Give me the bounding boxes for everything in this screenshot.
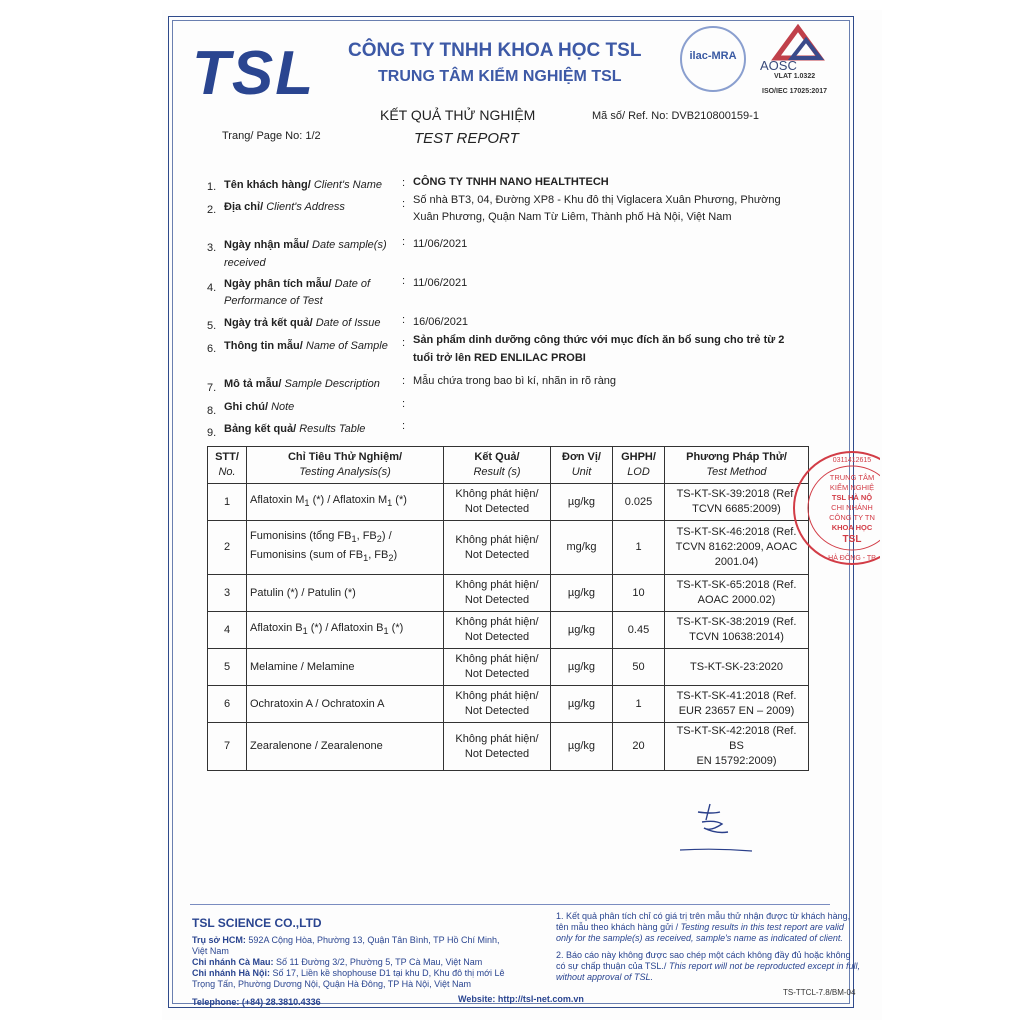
ilac-mra-logo: ilac-MRA <box>680 26 746 92</box>
svg-text:TSL: TSL <box>842 534 862 545</box>
header-analysis: Chỉ Tiêu Thử Nghiệm/ Testing Analysis(s) <box>247 447 444 484</box>
svg-text:KHOA HỌC: KHOA HỌC <box>831 523 873 532</box>
table-row: 7 Zearalenone / Zearalenone Không phát hiện/ Not Detected µg/kg 20 TS-KT-SK-42:2018 (Ref. BS EN 15792:2009) <box>208 723 809 771</box>
reference-number: Mã số/ Ref. No: DVB210800159-1 <box>592 110 759 122</box>
page-number: Trang/ Page No: 1/2 <box>222 130 321 142</box>
footer-hanoi: Chi nhánh Hà Nội: Số 17, Liền kề shophouse D1 tại khu D, Khu đô thị mới Lê <box>192 968 505 978</box>
table-row: 4 Aflatoxin $B_1$ (*) / Aflatoxin $B_1$ (*) Không phát hiện/ Not Detected µg/kg 0.45 TS-KT-SK-38:2019 (Ref. TCVN 10638:2014) <box>208 612 809 649</box>
footer-phone: Telephone: (+84) 28.3810.4336 <box>192 997 321 1007</box>
svg-text:0311412615: 0311412615 <box>832 457 872 464</box>
header-lod: GHPH/ LOD <box>613 447 665 484</box>
svg-text:TRUNG TÂM: TRUNG TÂM <box>829 473 875 482</box>
aosc-logo-icon <box>762 24 832 62</box>
signature <box>676 798 756 858</box>
svg-text:CHI NHÁNH: CHI NHÁNH <box>831 503 873 512</box>
red-seal-stamp <box>790 450 880 566</box>
company-name: CÔNG TY TNHH KHOA HỌC TSL <box>348 40 642 61</box>
tsl-logo: TSL <box>192 39 316 108</box>
table-row: 6 Ochratoxin A / Ochratoxin A Không phát hiện/ Not Detected µg/kg 1 TS-KT-SK-41:2018 (Ref. EUR 23657 EN – 2009) <box>208 686 809 723</box>
footer-company: TSL SCIENCE CO.,LTD <box>192 916 322 930</box>
table-row: 5 Melamine / Melamine Không phát hiện/ Not Detected µg/kg 50 TS-KT-SK-23:2020 <box>208 649 809 686</box>
header-result: Kết Quả/ Result (s) <box>444 447 551 484</box>
svg-text:KIỂM NGHIỆ: KIỂM NGHIỆ <box>829 483 875 492</box>
footer-hanoi-address: Trọng Tấn, Phường Dương Nội, Quận Hà Đông, TP Hà Nội, Việt Nam <box>192 979 471 989</box>
header-method: Phương Pháp Thử/ Test Method <box>665 447 809 484</box>
footer-note-1: 1. Kết quả phân tích chỉ có giá trị trên mẫu thử nhận được từ khách hàng, tên mẫu theo khách hàng gửi / Testing results in this test report are valid only for the sample(s) as received, sample's name as indicated of client. <box>556 911 851 943</box>
table-row: 2 Fumonisins (tổng $FB_1$, $FB_2$) / Fumonisins (sum of $FB_1$, $FB_2$) Không phát hiện/ Not Detected mg/kg 1 TS-KT-SK-46:2018 (Ref. TCVN 8162:2009, AOAC 2001.04) <box>208 521 809 575</box>
footer-hq-country: Việt Nam <box>192 946 229 956</box>
report-title-vi: KẾT QUẢ THỬ NGHIỆM <box>380 107 536 123</box>
footer-divider <box>190 904 830 905</box>
vlat-code: VLAT 1.0322 <box>774 73 816 80</box>
header-unit: Đơn Vị/ Unit <box>551 447 613 484</box>
table-header-row <box>208 447 809 484</box>
aosc-text: AOSC <box>760 58 797 73</box>
results-table <box>207 446 809 771</box>
svg-text:HÀ ĐÔNG - TP: HÀ ĐÔNG - TP <box>828 555 876 562</box>
footer-website: Website: http://tsl-net.com.vn <box>458 994 584 1004</box>
header-no: STT/ No. <box>208 447 247 484</box>
svg-text:TSL HÀ NỘ: TSL HÀ NỘ <box>831 493 873 502</box>
table-row: 1 Aflatoxin $M_1$ (*) / Aflatoxin $M_1$ (*) Không phát hiện/ Not Detected µg/kg 0.025 TS-KT-SK-39:2018 (Ref. TCVN 6685:2009) <box>208 484 809 521</box>
iso-standard: ISO/IEC 17025:2017 <box>762 88 827 95</box>
table-row: 3 Patulin (*) / Patulin (*) Không phát hiện/ Not Detected µg/kg 10 TS-KT-SK-65:2018 (Ref. AOAC 2000.02) <box>208 575 809 612</box>
svg-text:CÔNG TY TN: CÔNG TY TN <box>829 513 875 522</box>
footer-camau: Chi nhánh Cà Mau: Số 11 Đường 3/2, Phường 5, TP Cà Mau, Việt Nam <box>192 957 483 967</box>
footer-note-2: 2. Báo cáo này không được sao chép một cách không đầy đủ hoặc không có sự chấp thuận của TSL./ This report will not be reproducted except in full, without approval of TSL. <box>556 950 861 982</box>
report-title-en: TEST REPORT <box>414 130 519 147</box>
form-code: TS-TTCL-7.8/BM-04 <box>783 988 856 997</box>
footer-hq: Trụ sở HCM: 592A Cộng Hòa, Phường 13, Quận Tân Bình, TP Hồ Chí Minh, <box>192 935 500 945</box>
center-name: TRUNG TÂM KIỂM NGHIỆM TSL <box>378 68 622 85</box>
